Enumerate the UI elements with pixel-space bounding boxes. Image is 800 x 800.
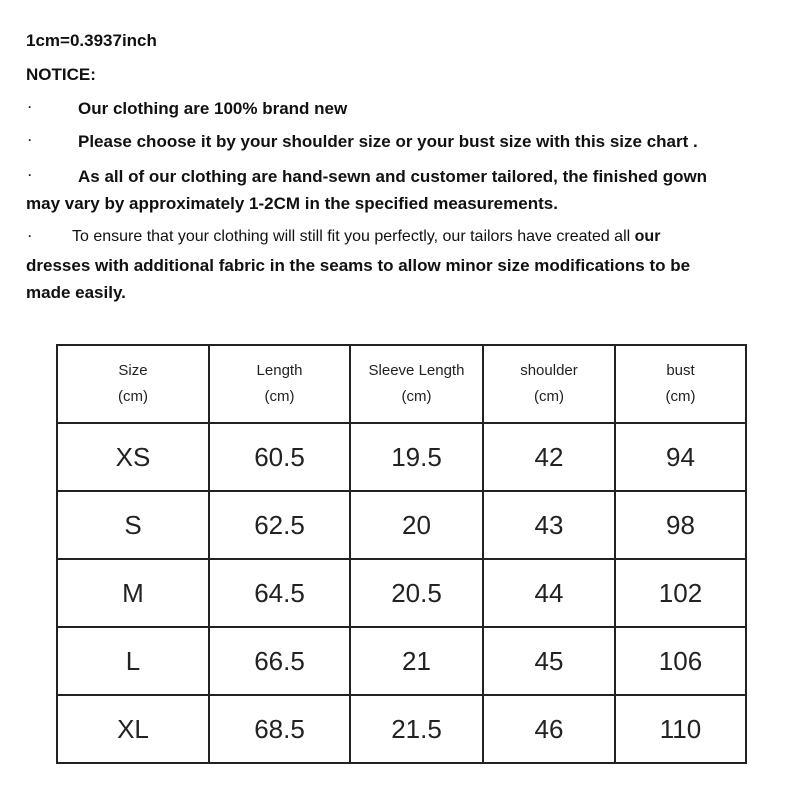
cell-bust: 102 — [615, 559, 746, 627]
table-row — [57, 695, 746, 763]
cell-shoulder: 43 — [483, 491, 615, 559]
cell-shoulder: 44 — [483, 559, 615, 627]
table-row — [57, 491, 746, 559]
notice-item-brand-new: Our clothing are 100% brand new — [78, 99, 348, 118]
cell-size: XS — [57, 423, 209, 491]
notice-item-fit — [72, 228, 660, 246]
header-sleeve-length-unit: (cm) — [401, 388, 432, 405]
header-bust-name: bust — [666, 362, 695, 379]
header-shoulder-unit: (cm) — [534, 388, 564, 405]
cell-sleeve-length: 20 — [350, 491, 483, 559]
cell-length: 66.5 — [209, 627, 350, 695]
cell-length: 60.5 — [209, 423, 350, 491]
header-length-unit: (cm) — [264, 388, 295, 405]
cell-size: XL — [57, 695, 209, 763]
cell-length: 68.5 — [209, 695, 350, 763]
header-sleeve-length-name: Sleeve Length — [368, 362, 465, 379]
bullet-marker: · — [28, 229, 32, 243]
header-length — [209, 345, 350, 423]
cell-size: M — [57, 559, 209, 627]
unit-conversion: 1cm=0.3937inch — [26, 31, 157, 50]
table-row — [57, 559, 746, 627]
size-chart-table — [56, 344, 747, 764]
notice-item-hand-sewn: As all of our clothing are hand-sewn and customer tailored, the finished gown — [78, 167, 708, 186]
notice-heading: NOTICE: — [26, 65, 96, 84]
header-bust-unit: (cm) — [665, 388, 696, 405]
notice-item-fit-text: To ensure that your clothing will still fit you perfectly, our tailors have created all — [72, 228, 631, 245]
cell-sleeve-length: 19.5 — [350, 423, 483, 491]
cell-shoulder: 42 — [483, 423, 615, 491]
notice-item-fit-cont-2: made easily. — [26, 283, 126, 302]
header-bust — [615, 345, 746, 423]
notice-item-choose-size: Please choose it by your shoulder size or your bust size with this size chart . — [78, 132, 698, 151]
cell-sleeve-length: 21 — [350, 627, 483, 695]
cell-bust: 98 — [615, 491, 746, 559]
header-shoulder-name: shoulder — [520, 362, 578, 379]
notice-item-fit-cont: dresses with additional fabric in the seams to allow minor size modifications to be — [26, 256, 691, 275]
cell-length: 64.5 — [209, 559, 350, 627]
notice-item-hand-sewn-cont: may vary by approximately 1-2CM in the specified measurements. — [26, 194, 558, 213]
cell-shoulder: 46 — [483, 695, 615, 763]
bullet-marker: · — [28, 133, 32, 147]
cell-bust: 94 — [615, 423, 746, 491]
bullet-marker: · — [28, 168, 32, 182]
table-header-row — [57, 345, 746, 423]
cell-bust: 106 — [615, 627, 746, 695]
header-size — [57, 345, 209, 423]
table-row — [57, 423, 746, 491]
header-sleeve-length — [350, 345, 483, 423]
notice-item-fit-end: our — [634, 228, 661, 245]
cell-size: L — [57, 627, 209, 695]
header-size-unit: (cm) — [118, 388, 148, 405]
cell-length: 62.5 — [209, 491, 350, 559]
cell-size: S — [57, 491, 209, 559]
cell-shoulder: 45 — [483, 627, 615, 695]
bullet-marker: · — [28, 100, 32, 114]
header-size-name: Size — [118, 362, 148, 379]
header-shoulder — [483, 345, 615, 423]
header-length-name: Length — [256, 362, 303, 379]
cell-bust: 110 — [615, 695, 746, 763]
cell-sleeve-length: 20.5 — [350, 559, 483, 627]
table-row — [57, 627, 746, 695]
cell-sleeve-length: 21.5 — [350, 695, 483, 763]
